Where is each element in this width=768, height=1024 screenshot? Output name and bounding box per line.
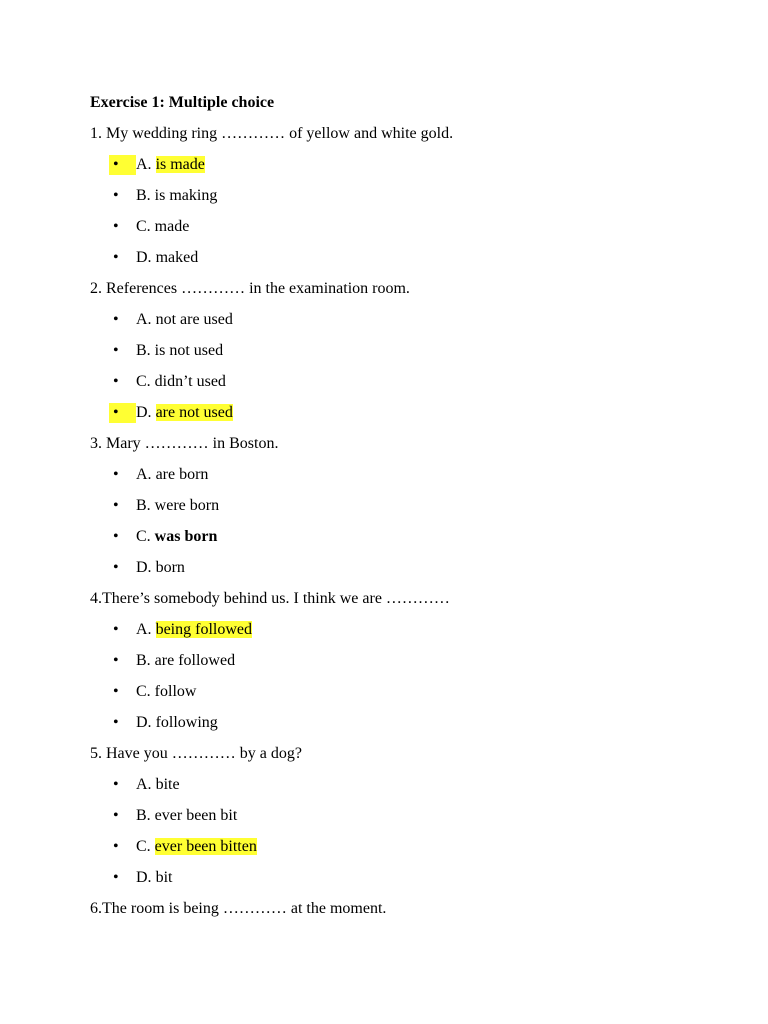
option-text: is made bbox=[155, 156, 205, 173]
bullet-icon: • bbox=[113, 311, 119, 328]
question-4: 4.There’s somebody behind us. I think we are ………… bbox=[90, 590, 450, 607]
option-item bbox=[90, 248, 710, 268]
option-item bbox=[90, 217, 710, 237]
bullet-icon: • bbox=[113, 249, 119, 266]
option-letter: A. bbox=[136, 466, 152, 483]
option-letter: C. bbox=[136, 373, 151, 390]
option-letter: C. bbox=[136, 528, 151, 545]
option-letter: A. bbox=[136, 621, 152, 638]
option-letter: B. bbox=[136, 807, 151, 824]
bullet-icon: • bbox=[113, 683, 119, 700]
bullet-icon: • bbox=[113, 342, 119, 359]
question-2: 2. References ………… in the examination room. bbox=[90, 280, 410, 297]
option-item bbox=[90, 155, 710, 175]
question-6: 6.The room is being ………… at the moment. bbox=[90, 900, 387, 917]
option-text: didn’t used bbox=[154, 373, 226, 390]
option-text: ever been bitten bbox=[154, 838, 257, 855]
exercise-title: Exercise 1: Multiple choice bbox=[90, 94, 275, 111]
option-text: are born bbox=[155, 466, 209, 483]
bullet-icon: • bbox=[113, 838, 119, 855]
option-text: following bbox=[155, 714, 218, 731]
bullet-icon: • bbox=[113, 528, 119, 545]
option-text: maked bbox=[155, 249, 199, 266]
option-letter: D. bbox=[136, 714, 152, 731]
option-item bbox=[90, 527, 710, 547]
bullet-icon: • bbox=[113, 714, 119, 731]
option-text: being followed bbox=[155, 621, 252, 638]
bullet-icon: • bbox=[113, 652, 119, 669]
option-text: were born bbox=[154, 497, 220, 514]
question-5: 5. Have you ………… by a dog? bbox=[90, 745, 302, 762]
option-letter: C. bbox=[136, 218, 151, 235]
option-text: bite bbox=[155, 776, 180, 793]
option-list-1 bbox=[90, 155, 710, 268]
bullet-icon: • bbox=[113, 559, 119, 576]
bullet-icon: • bbox=[113, 187, 119, 204]
option-text: born bbox=[155, 559, 185, 576]
question-3: 3. Mary ………… in Boston. bbox=[90, 435, 279, 452]
option-item bbox=[90, 310, 710, 330]
option-text: bit bbox=[155, 869, 173, 886]
option-text: was born bbox=[154, 528, 218, 545]
option-letter: C. bbox=[136, 683, 151, 700]
option-letter: D. bbox=[136, 249, 152, 266]
option-text: are followed bbox=[154, 652, 236, 669]
bullet-icon: • bbox=[113, 621, 119, 638]
option-text: follow bbox=[154, 683, 197, 700]
bullet-icon: • bbox=[113, 869, 119, 886]
option-item bbox=[90, 806, 710, 826]
option-item bbox=[90, 465, 710, 485]
option-letter: A. bbox=[136, 311, 152, 328]
option-letter: D. bbox=[136, 559, 152, 576]
option-letter: B. bbox=[136, 652, 151, 669]
option-letter: A. bbox=[136, 156, 152, 173]
option-text: ever been bit bbox=[154, 807, 238, 824]
option-text: is making bbox=[154, 187, 218, 204]
bullet-icon: • bbox=[113, 466, 119, 483]
bullet-icon: • bbox=[113, 807, 119, 824]
option-item bbox=[90, 620, 710, 640]
option-text: are not used bbox=[155, 404, 233, 421]
option-letter: C. bbox=[136, 838, 151, 855]
option-list-5 bbox=[90, 775, 710, 888]
option-item bbox=[90, 496, 710, 516]
bullet-icon: • bbox=[113, 373, 119, 390]
bullet-icon: • bbox=[109, 155, 136, 175]
option-list-4 bbox=[90, 620, 710, 733]
option-text: made bbox=[154, 218, 190, 235]
option-item bbox=[90, 558, 710, 578]
option-text: is not used bbox=[154, 342, 224, 359]
option-item bbox=[90, 713, 710, 733]
bullet-icon: • bbox=[109, 403, 136, 423]
option-letter: D. bbox=[136, 404, 152, 421]
option-item bbox=[90, 341, 710, 361]
option-list-2 bbox=[90, 310, 710, 423]
option-list-3 bbox=[90, 465, 710, 578]
bullet-icon: • bbox=[113, 776, 119, 793]
option-letter: D. bbox=[136, 869, 152, 886]
option-item bbox=[90, 775, 710, 795]
question-list bbox=[90, 124, 710, 919]
option-item bbox=[90, 372, 710, 392]
question-1: 1. My wedding ring ………… of yellow and white gold. bbox=[90, 125, 454, 142]
option-item bbox=[90, 682, 710, 702]
option-item bbox=[90, 651, 710, 671]
option-letter: B. bbox=[136, 187, 151, 204]
option-item bbox=[90, 403, 710, 423]
option-item bbox=[90, 186, 710, 206]
option-item bbox=[90, 868, 710, 888]
option-text: not are used bbox=[155, 311, 233, 328]
option-letter: A. bbox=[136, 776, 152, 793]
bullet-icon: • bbox=[113, 218, 119, 235]
option-letter: B. bbox=[136, 342, 151, 359]
bullet-icon: • bbox=[113, 497, 119, 514]
option-letter: B. bbox=[136, 497, 151, 514]
option-item bbox=[90, 837, 710, 857]
document-page bbox=[90, 93, 710, 930]
